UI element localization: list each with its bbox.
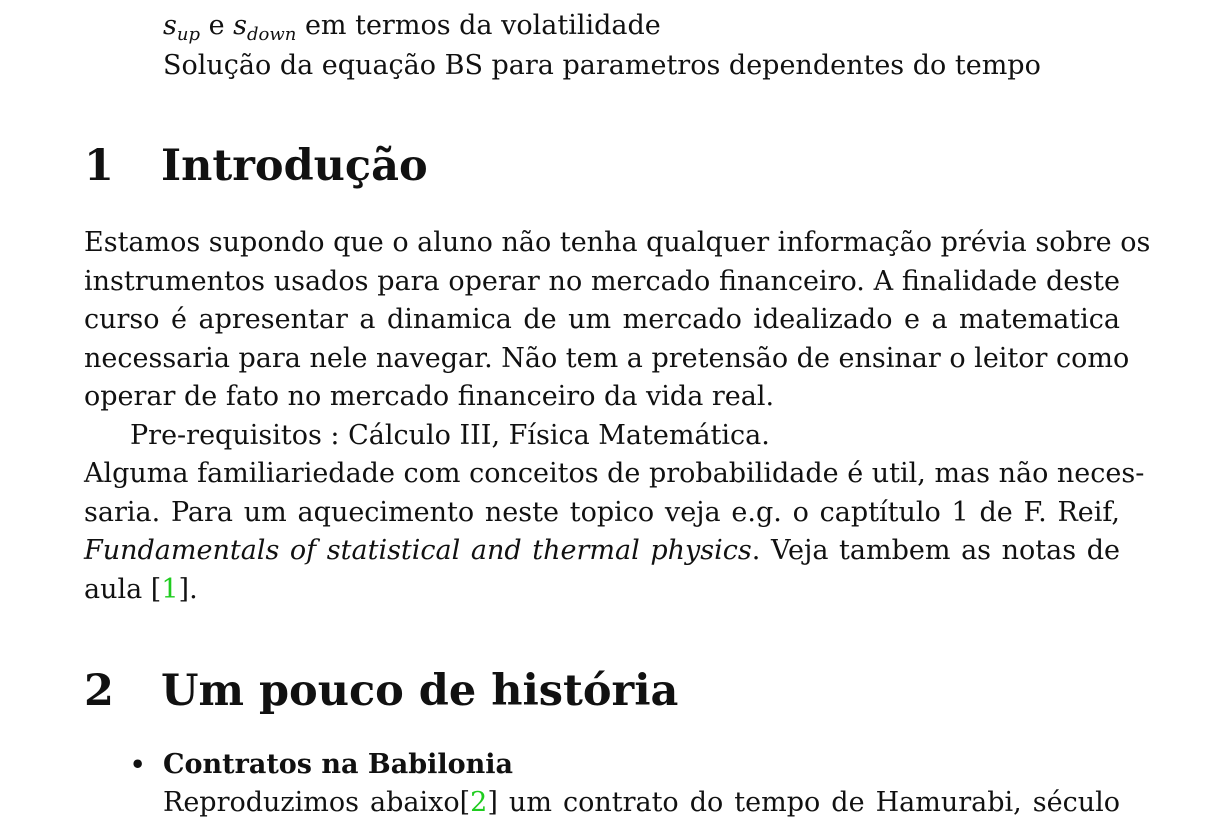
math-s-down: s xyxy=(233,10,247,41)
book-title: Fundamentals of statistical and thermal physics xyxy=(84,535,752,566)
section-number: 1 xyxy=(84,141,114,191)
text-line-book xyxy=(84,532,1120,571)
bullet-item-babilonia xyxy=(130,747,513,783)
text-line: Estamos supondo que o aluno não tenha qualquer informação prévia sobre os xyxy=(84,227,1151,258)
text-fragment: ] um contrato do tempo de Hamurabi, século xyxy=(487,787,1120,818)
bullet-body-text xyxy=(163,785,1120,821)
text-line: operar de fato no mercado financeiro da vida real. xyxy=(84,381,775,412)
citation-link-2[interactable]: 2 xyxy=(470,787,488,818)
text-line: Alguma familiariedade com conceitos de probabilidade é util, mas não neces- xyxy=(84,458,1145,489)
text-fragment: aula [ xyxy=(84,573,162,605)
section-number: 2 xyxy=(84,666,114,716)
section-title: Introdução xyxy=(161,141,428,191)
citation-link-1[interactable]: 1 xyxy=(161,573,179,605)
text-fragment: Reproduzimos abaixo[ xyxy=(163,787,471,818)
text-line: instrumentos usados para operar no mercado financeiro. A finalidade deste xyxy=(84,265,1120,297)
intro-paragraph xyxy=(84,224,1151,609)
text-line: curso é apresentar a dinamica de um mercado idealizado e a matematica xyxy=(84,304,1120,335)
text-line-citation xyxy=(84,571,1120,610)
bullet-label: Contratos na Babilonia xyxy=(163,749,514,780)
toc-entry-s-up-down[interactable] xyxy=(163,10,661,45)
section-1-heading xyxy=(84,141,428,191)
text-fragment: . Veja tambem as notas de xyxy=(751,535,1120,566)
subscript-down: down xyxy=(247,24,297,45)
bullet-icon: • xyxy=(130,750,146,779)
text-fragment: ]. xyxy=(178,573,198,605)
text-line: necessaria para nele navegar. Não tem a pretensão de ensinar o leitor como xyxy=(84,342,1130,374)
section-2-heading xyxy=(84,666,678,716)
math-s-up: s xyxy=(163,10,177,41)
subscript-up: up xyxy=(176,24,200,45)
text-line: saria. Para um aquecimento neste topico veja e.g. o captítulo 1 de F. Reif, xyxy=(84,496,1120,528)
section-title: Um pouco de história xyxy=(161,666,679,716)
toc-entry-bs-solution[interactable]: Solução da equação BS para parametros dependentes do tempo xyxy=(163,50,1041,81)
toc-conjunction: e xyxy=(199,10,234,41)
prerequisites-line: Pre-requisitos : Cálculo III, Física Matemática. xyxy=(130,419,770,451)
toc-entry-text: em termos da volatilidade xyxy=(296,10,661,41)
